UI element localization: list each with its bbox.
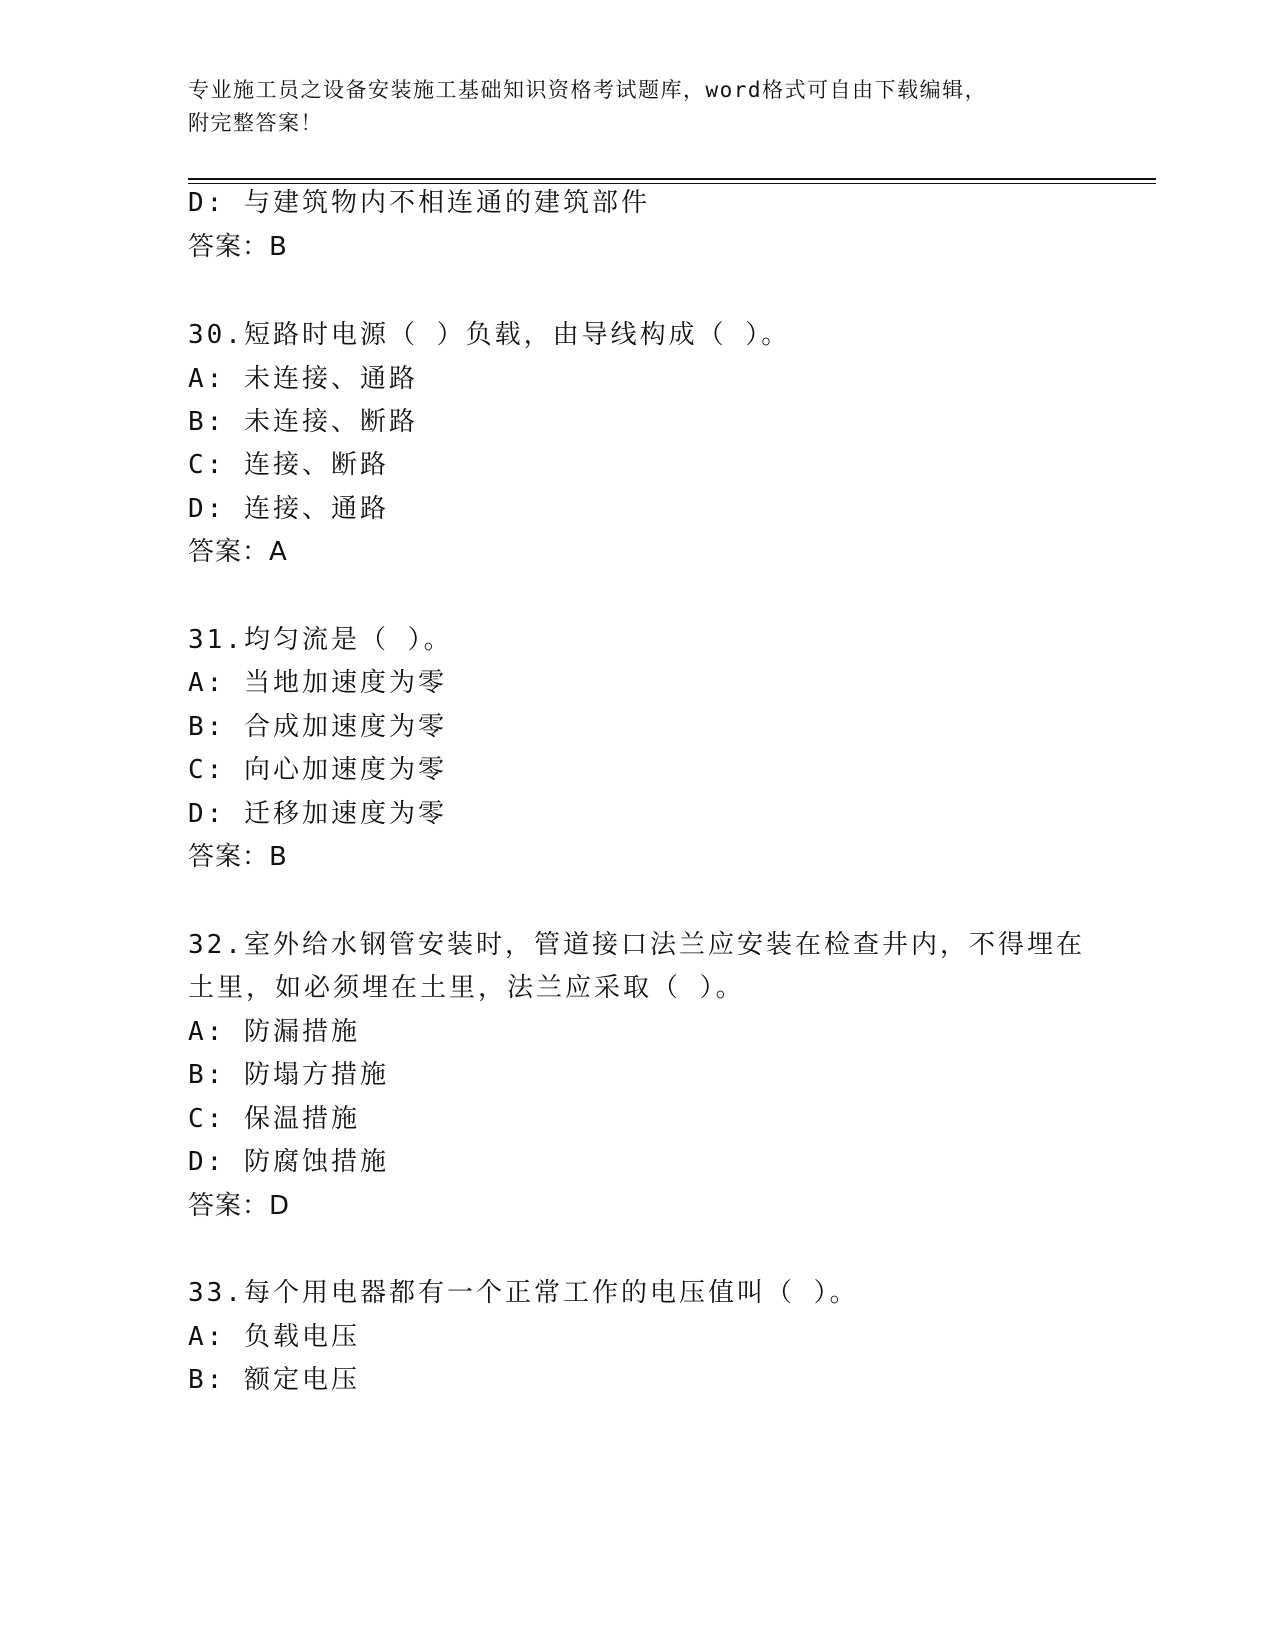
question-32-stem-line-1: 32.室外给水钢管安装时，管道接口法兰应安装在检查井内，不得埋在 bbox=[188, 930, 1085, 960]
question-31-option-b: B: 合成加速度为零 bbox=[188, 712, 447, 742]
document-header bbox=[188, 74, 1088, 140]
prev-option-d: D: 与建筑物内不相连通的建筑部件 bbox=[188, 188, 650, 218]
question-32-option-d: D: 防腐蚀措施 bbox=[188, 1147, 389, 1177]
question-32-stem-line-2: 土里，如必须埋在土里，法兰应采取（ ）。 bbox=[188, 973, 745, 1003]
header-line-1: 专业施工员之设备安装施工基础知识资格考试题库，word格式可自由下载编辑， bbox=[188, 78, 988, 102]
question-30-option-c: C: 连接、断路 bbox=[188, 450, 389, 480]
question-33-stem: 33.每个用电器都有一个正常工作的电压值叫（ ）。 bbox=[188, 1278, 859, 1308]
question-30-answer: 答案：A bbox=[188, 537, 288, 567]
question-31-option-c: C: 向心加速度为零 bbox=[188, 755, 447, 785]
question-31-option-d: D: 迁移加速度为零 bbox=[188, 799, 447, 829]
question-31-option-a: A: 当地加速度为零 bbox=[188, 668, 447, 698]
question-31-answer: 答案：B bbox=[188, 842, 288, 872]
prev-answer: 答案：B bbox=[188, 232, 288, 262]
question-30-stem: 30.短路时电源（ ）负载，由导线构成（ ）。 bbox=[188, 320, 791, 350]
header-line-2: 附完整答案！ bbox=[188, 111, 323, 135]
question-33-option-a: A: 负载电压 bbox=[188, 1322, 360, 1352]
question-33-option-b: B: 额定电压 bbox=[188, 1365, 360, 1395]
question-32-answer: 答案：D bbox=[188, 1191, 291, 1221]
question-32-option-c: C: 保温措施 bbox=[188, 1104, 360, 1134]
question-30-option-d: D: 连接、通路 bbox=[188, 494, 389, 524]
question-32-option-a: A: 防漏措施 bbox=[188, 1017, 360, 1047]
question-30-option-b: B: 未连接、断路 bbox=[188, 407, 418, 437]
question-31-stem: 31.均匀流是（ ）。 bbox=[188, 625, 453, 655]
question-30-option-a: A: 未连接、通路 bbox=[188, 364, 418, 394]
question-32-option-b: B: 防塌方措施 bbox=[188, 1060, 389, 1090]
header-divider-thick bbox=[188, 178, 1156, 180]
header-divider-thin bbox=[188, 183, 1156, 184]
